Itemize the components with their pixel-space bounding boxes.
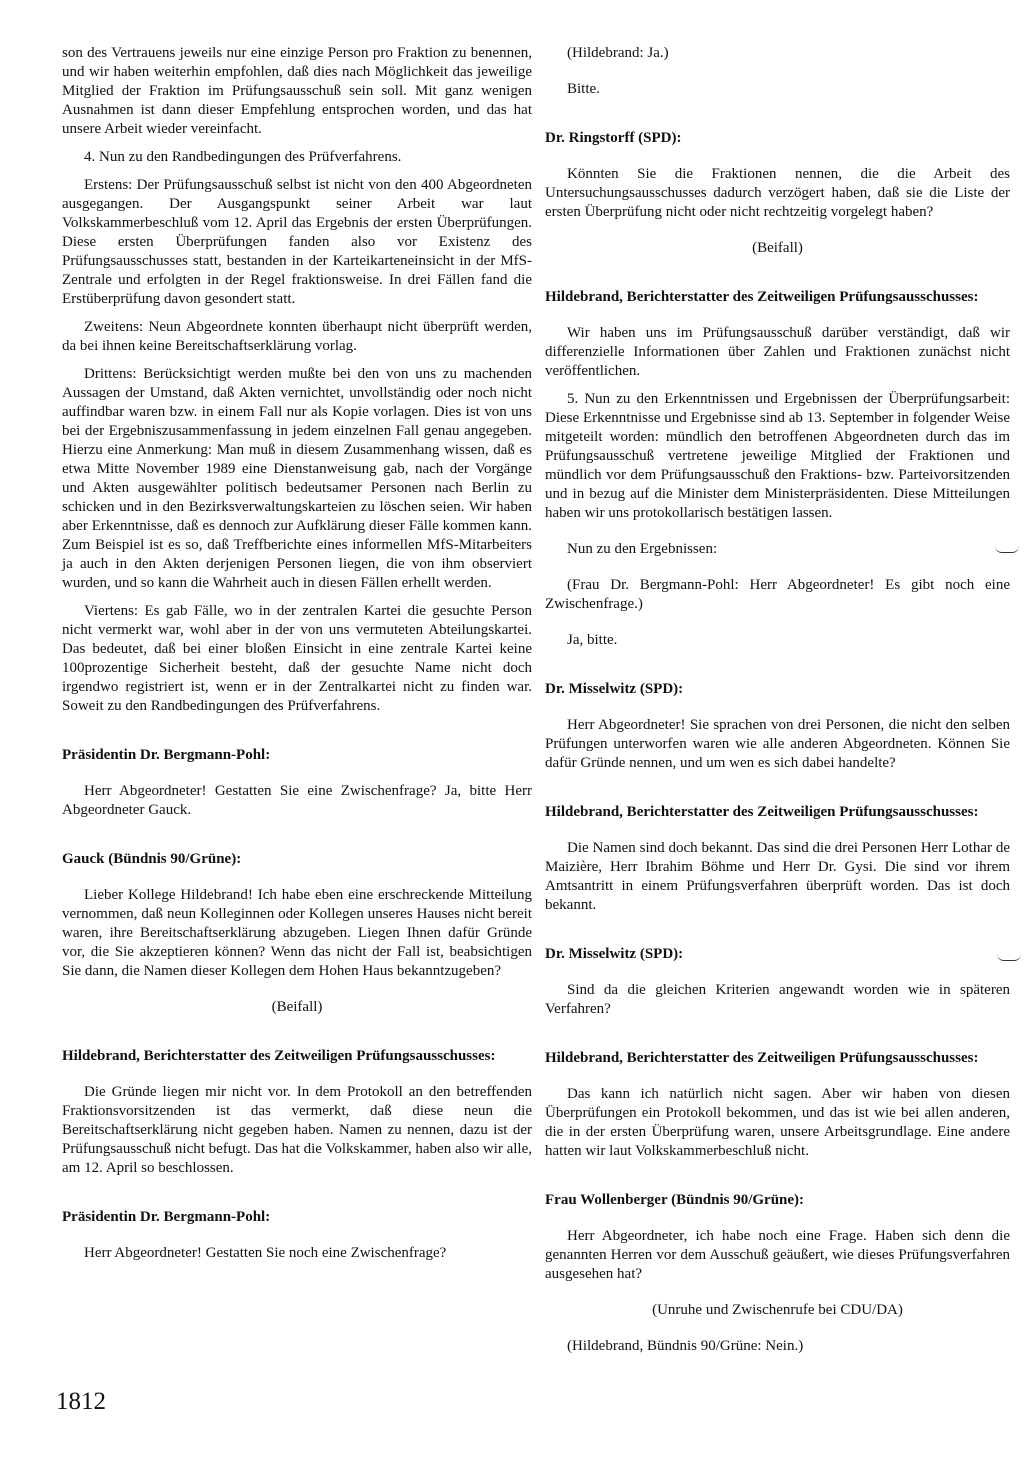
speaker-heading: Präsidentin Dr. Bergmann-Pohl: [62, 1209, 271, 1225]
speaker-heading: Präsidentin Dr. Bergmann-Pohl: [62, 747, 271, 763]
paragraph: (Frau Dr. Bergmann-Pohl: Herr Abgeordneter! Es gibt noch eine Zwischenfrage.) [545, 577, 1010, 612]
speaker-heading: Gauck (Bündnis 90/Grüne): [62, 851, 242, 867]
paragraph: Das kann ich natürlich nicht sagen. Aber wir haben von diesen Überprüfungen ein Protokoll bekommen, und das ist wie bei allen anderen, die in der ersten Überprüfung waren, unsere Arbeitsgrundlage. Eine andere hatten wir laut Volkskammerbeschluß nicht. [545, 1086, 1010, 1159]
paragraph: Bitte. [567, 81, 600, 97]
speaker-heading: Dr. Ringstorff (SPD): [545, 130, 682, 146]
paragraph: Könnten Sie die Fraktionen nennen, die die Arbeit des Untersuchungsausschusses dadurch verzögert haben, daß sie die Liste der ersten Überprüfung nicht oder nicht rechtzeitig vorgelegt haben? [545, 166, 1010, 220]
interjection: (Beifall) [271, 999, 323, 1015]
speaker-heading: Hildebrand, Berichterstatter des Zeitweiligen Prüfungsausschusses: [545, 289, 979, 305]
interjection: (Beifall) [752, 240, 803, 256]
speaker-heading: Frau Wollenberger (Bündnis 90/Grüne): [545, 1192, 805, 1208]
paragraph: Die Gründe liegen mir nicht vor. In dem Protokoll an den betreffenden Fraktionsvorsitzenden ist das vermerkt, daß diese neun die Bereitschaftserklärung nicht gegeben haben. Namen zu nennen, dazu ist der Prüfungsausschuß nicht befugt. Das hat die Volkskammer, haben also wir alle, am 12. April so beschlossen. [62, 1084, 533, 1176]
speaker-heading: Dr. Misselwitz (SPD): [545, 681, 684, 697]
margin-mark [995, 546, 1019, 553]
paragraph: Erstens: Der Prüfungsausschuß selbst ist nicht von den 400 Abgeordneten ausgegangen. Der Ausgangspunkt seiner Arbeit war laut Volkskammerbeschluß vom 12. April das Ergebnis der ersten Überprüfungen. Diese ersten Überprüfungen fanden also vor Existenz des Prüfungsausschusses statt, bestanden in der Karteikarteneinsicht in der MfS-Zentrale und erfolgten in der Regel fraktionsweise. In drei Fällen fand die Erstüberprüfung davon gesondert statt. [62, 177, 532, 307]
paragraph: Viertens: Es gab Fälle, wo in der zentralen Kartei die gesuchte Person nicht vermerkt war, wohl aber in der von uns vermuteten Abteilungskartei. Das bedeutet, daß bei einer bloßen Einsicht in eine zentrale Kartei keine 100prozentige Sicherheit besteht, daß der gesuchte Name nicht doch irgendwo registriert ist, wenn er in der Zentralkartei nicht zu finden war. Soweit zu den Randbedingungen des Prüfverfahrens. [62, 603, 532, 714]
paragraph: Nun zu den Ergebnissen: [567, 541, 718, 557]
paragraph: 4. Nun zu den Randbedingungen des Prüfverfahrens. [84, 149, 402, 165]
speaker-heading: Hildebrand, Berichterstatter des Zeitweiligen Prüfungsausschusses: [545, 804, 979, 820]
paragraph: Ja, bitte. [567, 632, 618, 648]
margin-mark [997, 954, 1021, 961]
paragraph: Die Namen sind doch bekannt. Das sind die drei Personen Herr Lothar de Maizière, Herr Ibrahim Böhme und Herr Dr. Gysi. Die sind vor ihrem Amtsantritt in einem Prüfungsverfahren überprüft worden. Das ist doch bekannt. [545, 840, 1010, 913]
left-column [62, 44, 532, 1263]
speaker-heading: Hildebrand, Berichterstatter des Zeitweiligen Prüfungsausschusses: [62, 1048, 496, 1064]
paragraph: Wir haben uns im Prüfungsausschuß darüber verständigt, daß wir differenzielle Informationen über Zahlen und Fraktionen zunächst nicht veröffentlichen. [545, 325, 1010, 379]
paragraph: Herr Abgeordneter! Gestatten Sie eine Zwischenfrage? Ja, bitte Herr Abgeordneter Gauck. [62, 783, 532, 818]
paragraph: Sind da die gleichen Kriterien angewandt worden wie in späteren Verfahren? [545, 982, 1010, 1017]
paragraph: Herr Abgeordneter! Sie sprachen von drei Personen, die nicht den selben Prüfungen unterworfen waren wie alle anderen Abgeordneten. Können Sie dafür Gründe nennen, und um wen es sich dabei handelte? [545, 717, 1010, 771]
paragraph: (Hildebrand: Ja.) [567, 45, 669, 61]
page-number: 1812 [56, 1388, 106, 1415]
paragraph: Herr Abgeordneter! Gestatten Sie noch eine Zwischenfrage? [84, 1245, 447, 1261]
interjection: (Unruhe und Zwischenrufe bei CDU/DA) [652, 1302, 903, 1318]
paragraph: (Hildebrand, Bündnis 90/Grüne: Nein.) [567, 1338, 804, 1354]
speaker-heading: Dr. Misselwitz (SPD): [545, 946, 684, 962]
speaker-heading: Hildebrand, Berichterstatter des Zeitweiligen Prüfungsausschusses: [545, 1050, 979, 1066]
paragraph: Herr Abgeordneter, ich habe noch eine Frage. Haben sich denn die genannten Herren vor dem Ausschuß geäußert, wie dieses Prüfungsverfahren ausgesehen hat? [545, 1228, 1010, 1282]
paragraph: Drittens: Berücksichtigt werden mußte bei den von uns zu machenden Aussagen der Umstand, daß Akten vernichtet, unvollständig oder noch nicht auffindbar waren bzw. in einem Fall nur als Kopie vorlagen. Dies ist von uns bei der Ergebniszusammenfassung in jedem einzelnen Fall genau angegeben. Hierzu eine Anmerkung: Man muß in diesem Zusammenhang wissen, daß es etwa Mitte November 1989 eine Dienstanweisung gab, nach der Vorgänge und Akten ausgewählter politisch bedeutsamer Personen nach Berlin zu schicken und in den Bezirksverwaltungskarteien zu löschen seien. Wir haben aber Erkenntnisse, daß es dennoch zur Aufklärung dieser Fälle kommen kann. Zum Beispiel ist es so, daß Treffberichte eines informellen MfS-Mitarbeiters ja auch in den Akten derjenigen Personen liegen, die von ihm observiert wurden, und so kann die Wahrheit auch in diesen Fällen erhellt werden. [62, 366, 532, 591]
paragraph: son des Vertrauens jeweils nur eine einzige Person pro Fraktion zu benennen, und wir haben weiterhin empfohlen, daß dies nach Möglichkeit das jeweilige Mitglied der Fraktion im Prüfungsausschuß sein soll. Mit ganz wenigen Ausnahmen ist dann dieser Empfehlung entsprochen worden, und das hat unsere Arbeit wieder vereinfacht. [62, 45, 532, 137]
right-column [545, 44, 1010, 1356]
paragraph: Zweitens: Neun Abgeordnete konnten überhaupt nicht überprüft werden, da bei ihnen keine Bereitschaftserklärung vorlag. [62, 319, 532, 354]
paragraph: Lieber Kollege Hildebrand! Ich habe eben eine erschreckende Mitteilung vernommen, daß neun Kolleginnen oder Kollegen unseres Hauses nicht bereit waren, ihre Bereitschaftserklärung abzugeben. Liegen Ihnen dafür Gründe vor, die Sie akzeptieren können? Wenn das nicht der Fall ist, beabsichtigen Sie dann, die Namen dieser Kollegen dem Hohen Haus bekanntzugeben? [62, 887, 532, 979]
paragraph: 5. Nun zu den Erkenntnissen und Ergebnissen der Überprüfungsarbeit: Diese Erkenntnisse und Ergebnisse sind ab 13. September in folgender Weise mitgeteilt worden: mündlich den betroffenen Abgeordneten durch das im Prüfungsausschuß vertretene jeweilige Mitglied der Fraktionen und mündlich vor dem Prüfungsausschuß den Fraktions- bzw. Parteivorsitzenden und in bezug auf die Minister dem Ministerpräsidenten. Diese Mitteilungen haben wir uns protokollarisch bestätigen lassen. [545, 391, 1010, 521]
